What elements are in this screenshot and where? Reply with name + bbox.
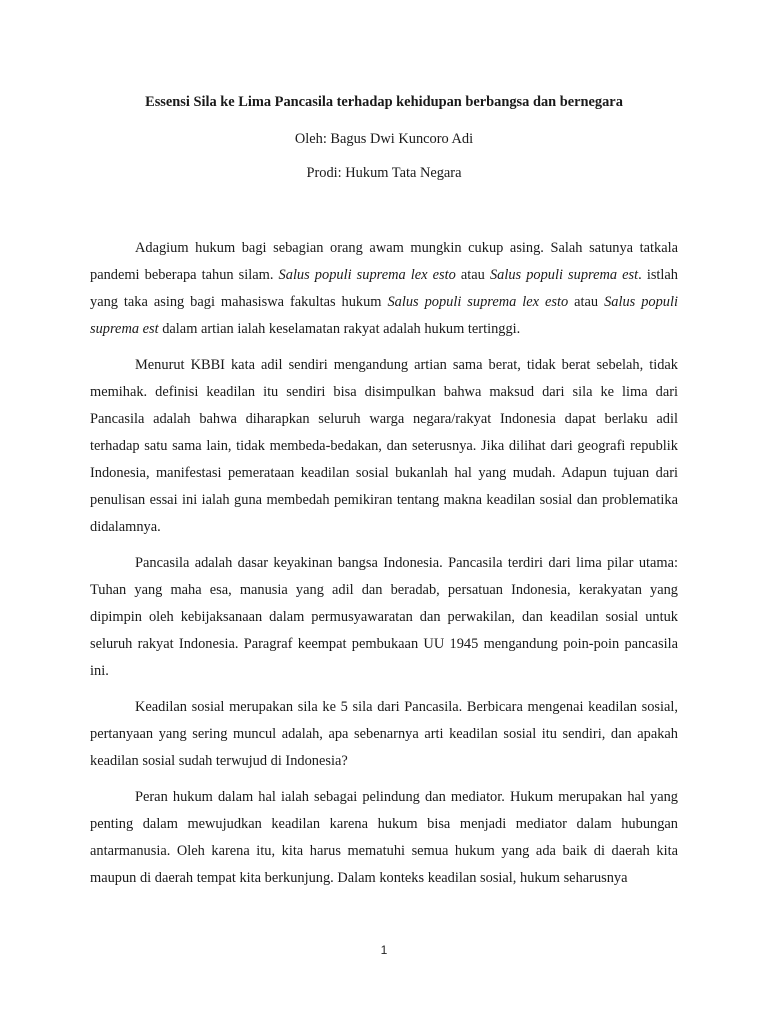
author-line: Oleh: Bagus Dwi Kuncoro Adi [294,131,474,147]
paragraph-text: Adagium hukum bagi sebagian orang awam mungkin cukup asing. Salah satunya tatkala pandemi beberapa tahun silam. [90,240,678,283]
italic-latin-phrase: Salus populi suprema lex esto [278,267,456,283]
italic-latin-phrase: Salus populi suprema est [90,294,678,337]
prodi-line: Prodi: Hukum Tata Negara [306,165,462,181]
paragraph-intro [90,235,678,343]
page-number: 1 [380,943,388,957]
paragraph-text: . istlah yang taka asing bagi mahasiswa fakultas hukum [90,267,679,310]
paragraph-text: atau [568,294,605,310]
document-title: Essensi Sila ke Lima Pancasila terhadap kehidupan berbangsa dan bernegara [145,94,623,110]
italic-latin-phrase: Salus populi suprema lex esto [387,294,569,310]
paragraph-role-of-law: Peran hukum dalam hal ialah sebagai pelindung dan mediator. Hukum merupakan hal yang penting dalam mewujudkan keadilan karena hukum bisa menjadi mediator dalam hubungan antarmanusia. Oleh karena itu, kita harus mematuhi semua hukum yang ada baik di daerah kita maupun di daerah tempat kita berkunjung. Dalam konteks keadilan sosial, hukum seharusnya [90,789,678,886]
paragraph-text: dalam artian ialah keselamatan rakyat adalah hukum tertinggi. [158,321,521,337]
paragraph-pancasila-pillars: Pancasila adalah dasar keyakinan bangsa Indonesia. Pancasila terdiri dari lima pilar utama: Tuhan yang maha esa, manusia yang adil dan beradab, persatuan Indonesia, kerakyatan yang dipimpin oleh kebijaksanaan dalam permusyawaratan dan perwakilan, dan keadilan sosial untuk seluruh rakyat Indonesia. Paragraf keempat pembukaan UU 1945 mengandung poin-poin pancasila ini. [90,555,678,679]
paragraph-social-justice: Keadilan sosial merupakan sila ke 5 sila dari Pancasila. Berbicara mengenai keadilan sosial, pertanyaan yang sering muncul adalah, apa sebenarnya arti keadilan sosial itu sendiri, dan apakah keadilan sosial sudah terwujud di Indonesia? [90,699,678,769]
essay-body [90,235,678,892]
document-content [90,92,678,901]
italic-latin-phrase: Salus populi suprema est [489,267,639,283]
paragraph-kbbi-definition: Menurut KBBI kata adil sendiri mengandung artian sama berat, tidak berat sebelah, tidak memihak. definisi keadilan itu sendiri bisa disimpulkan bahwa maksud dari sila ke lima dari Pancasila adalah bahwa diharapkan seluruh warga negara/rakyat Indonesia dapat berlaku adil terhadap satu sama lain, tidak membeda-bedakan, dan seterusnya. Jika dilihat dari geografi republik Indonesia, manifestasi pemerataan keadilan sosial bukanlah hal yang mudah. Adapun tujuan dari penulisan essai ini ialah guna membedah pemikiran tentang makna keadilan sosial dan problematika didalamnya. [90,357,678,535]
paragraph-text: atau [455,267,490,283]
